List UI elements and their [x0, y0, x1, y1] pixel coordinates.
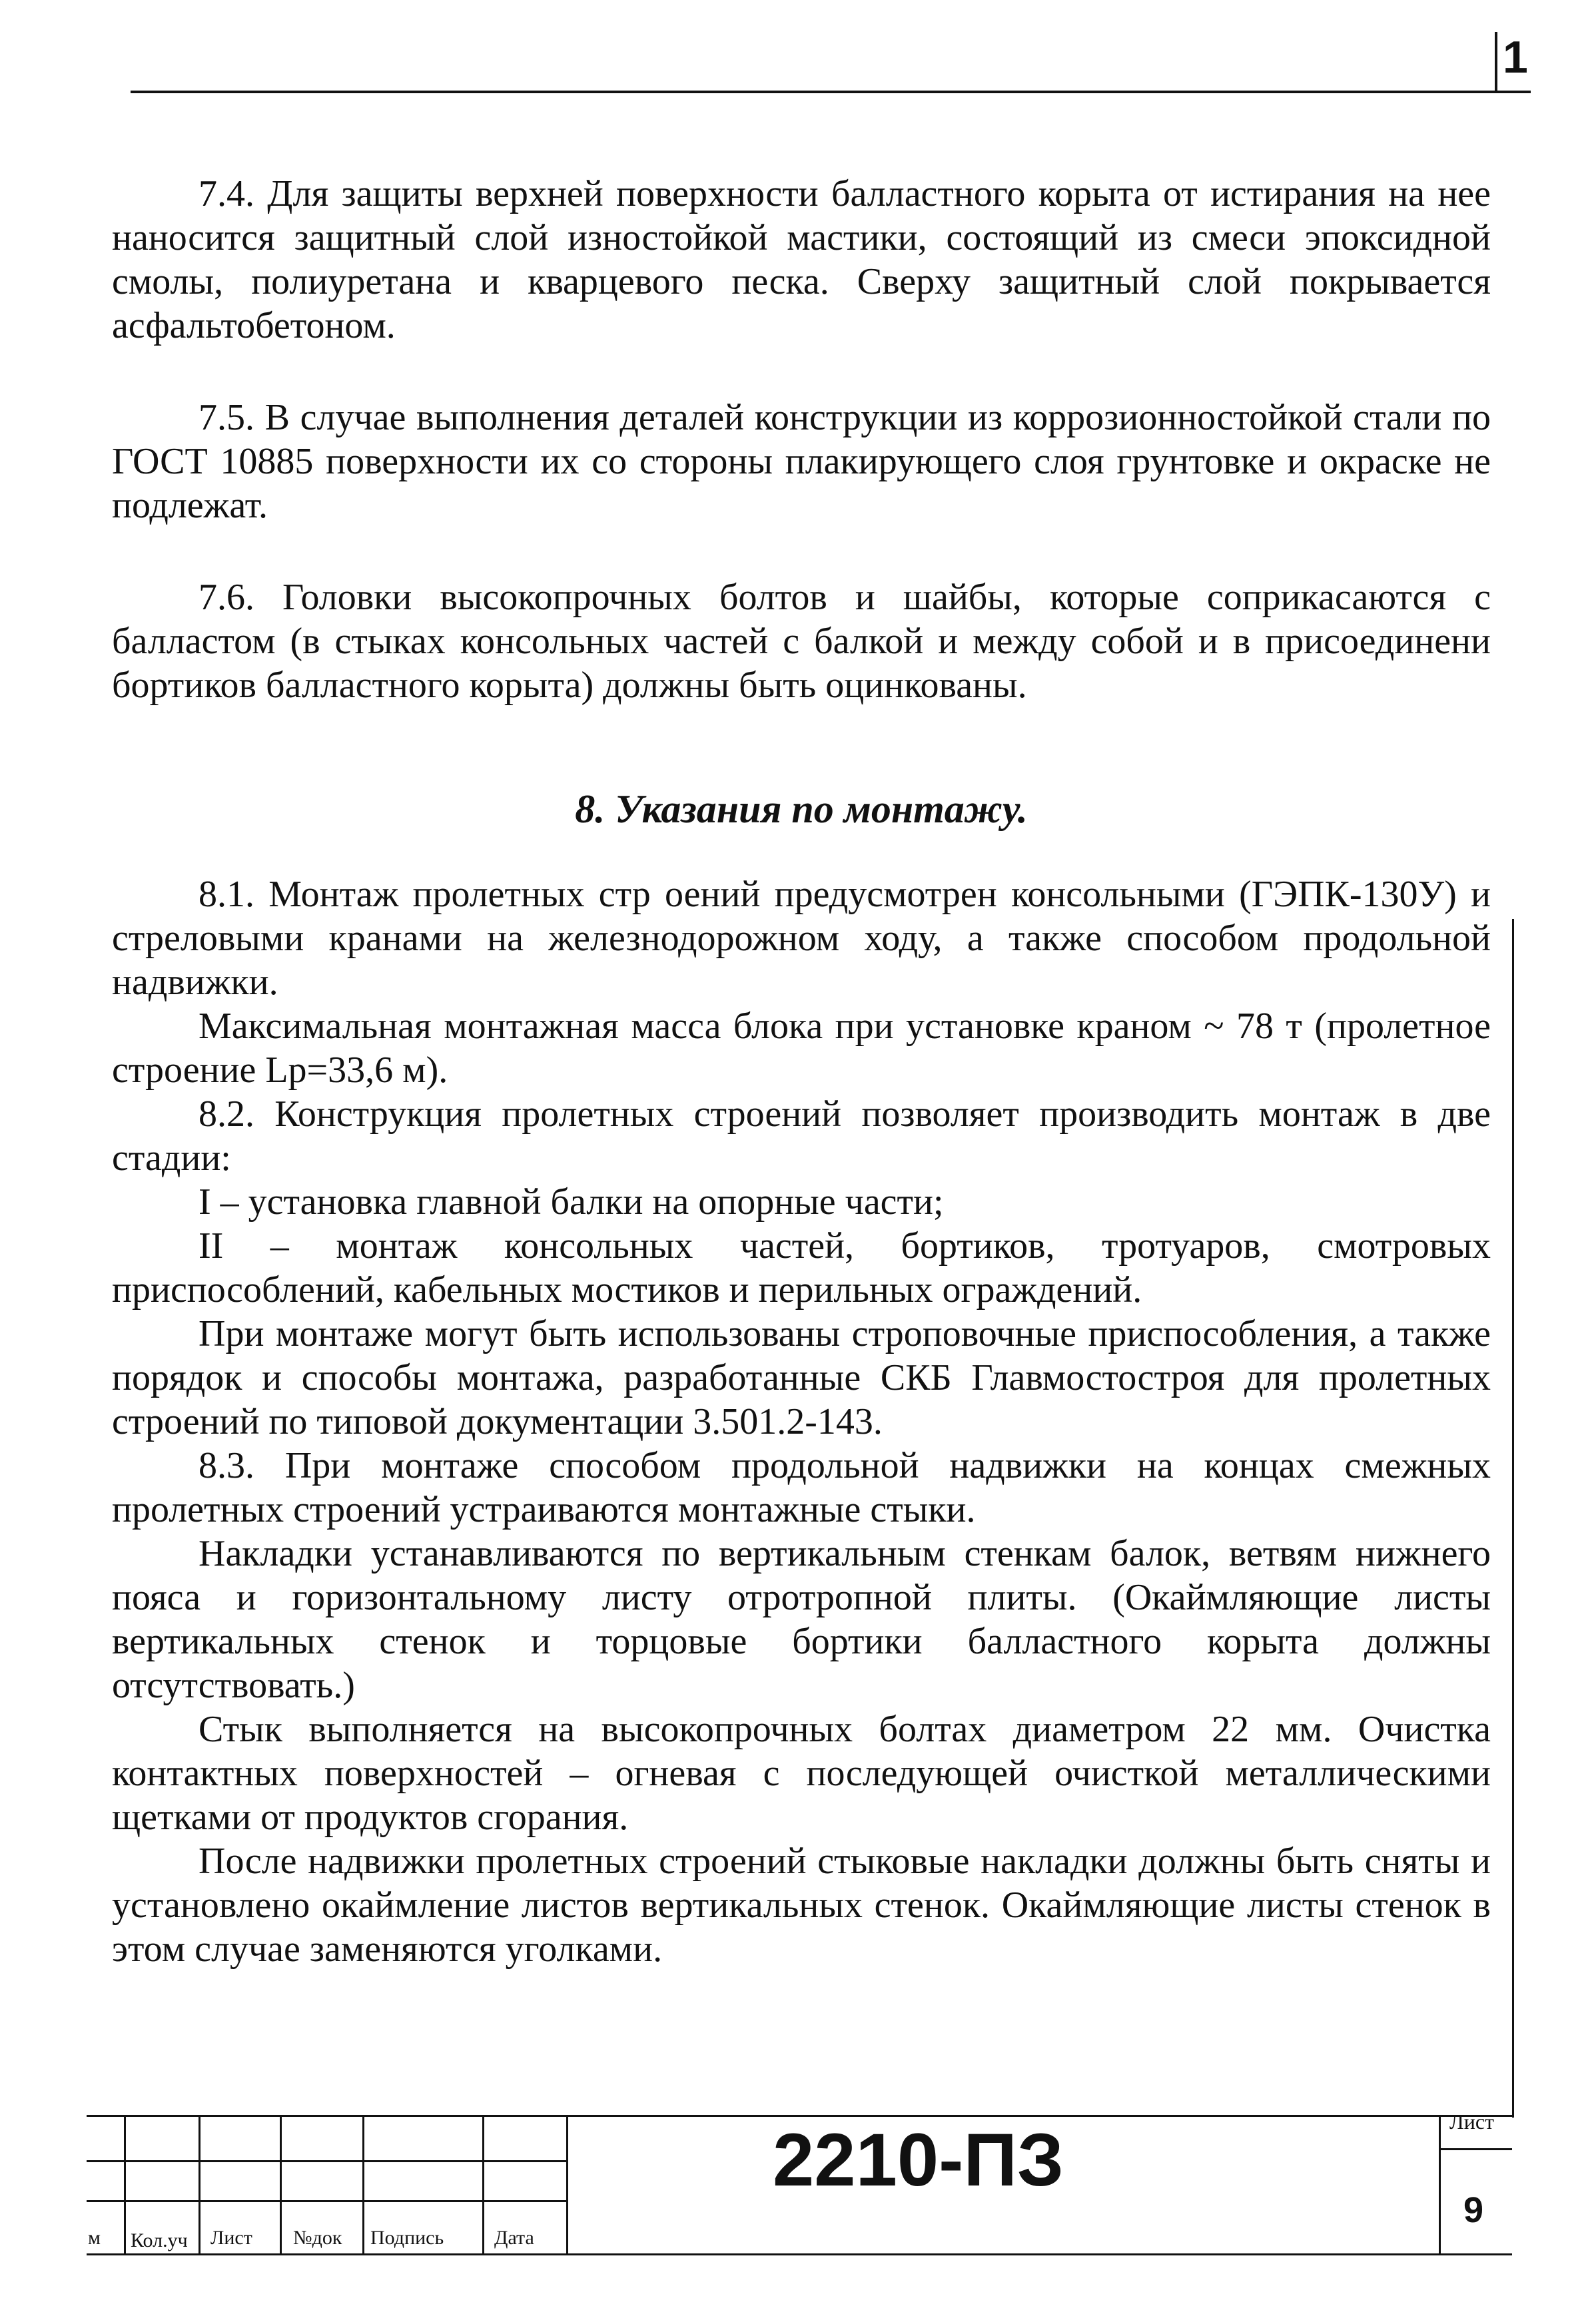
stamp-label-podpis: Подпись — [370, 2227, 444, 2249]
header-rule — [131, 91, 1531, 93]
paragraph-8-3-joint: Стык выполняется на высокопрочных болтах диаметром 22 мм. Очистка контактных поверхностей – огневая с последующей очисткой металлическими щетками от продуктов сгорания. — [112, 1709, 1491, 1838]
document-body — [112, 172, 1491, 1971]
paragraph-8-3: 8.3. При монтаже способом продольной надвижки на концах смежных пролетных строений устраиваются монтажные стыки. — [112, 1445, 1491, 1530]
stamp-col-6 — [566, 2115, 568, 2255]
stamp-line-sheet — [1439, 2148, 1512, 2150]
stamp-line-top — [87, 2115, 1512, 2117]
page-number: 1 — [1503, 32, 1528, 83]
stamp-line-row2 — [87, 2200, 566, 2202]
paragraph-8-2-slinging: При монтаже могут быть использованы строповочные приспособления, а также порядок и способы монтажа, разработанные СКБ Главмостостроя для пролетных строений по типовой документации 3.501.2-143. — [112, 1313, 1491, 1442]
paragraph-8-1: 8.1. Монтаж пролетных стр оений предусмотрен консольными (ГЭПК-130У) и стреловыми кранами на железнодорожном ходу, а также способом продольной надвижки. — [112, 874, 1491, 1003]
frame-right-border — [1512, 919, 1514, 2118]
stage-2-item: II – монтаж консольных частей, бортиков, тротуаров, смотровых приспособлений, кабельных мостиков и перильных ограждений. — [112, 1225, 1491, 1310]
paragraph-8-3-overlays: Накладки устанавливаются по вертикальным стенкам балок, ветвям нижнего пояса и горизонтальному листу отротропной плиты. (Окаймляющие листы вертикальных стенок и торцовые бортики балластного корыта должны отсутствовать.) — [112, 1533, 1491, 1706]
section-8-heading: 8. Указания по монтажу. — [575, 787, 1028, 831]
stamp-line-row1 — [87, 2160, 566, 2162]
paragraph-7-6: 7.6. Головки высокопрочных болтов и шайбы, которые соприкасаются с балластом (в стыках консольных частей с балкой и между собой и в присоединени бортиков балластного корыта) должны быть оцинкованы. — [112, 577, 1491, 706]
sheet-label: Лист — [1449, 2110, 1495, 2134]
stamp-label-izm: м — [88, 2227, 101, 2249]
paragraph-7-4: 7.4. Для защиты верхней поверхности балластного корыта от истирания на нее наносится защитный слой изностойкой мастики, состоящий из смеси эпоксидной смолы, полиуретана и кварцевого песка. Сверху защитный слой покрывается асфальтобетоном. — [112, 173, 1491, 346]
stamp-label-n-dok: №док — [293, 2227, 342, 2249]
stamp-line-bottom — [87, 2253, 1512, 2255]
sheet-number: 9 — [1463, 2190, 1484, 2230]
stamp-col-2 — [199, 2115, 200, 2255]
document-code: 2210-ПЗ — [773, 2118, 1064, 2201]
paragraph-7-5: 7.5. В случае выполнения деталей конструкции из коррозионностойкой стали по ГОСТ 10885 поверхности их со стороны плакирующего слоя грунтовке и окраске не подлежат. — [112, 397, 1491, 526]
header-tick — [1495, 32, 1497, 92]
stamp-col-4 — [362, 2115, 364, 2255]
stamp-label-data: Дата — [494, 2227, 534, 2249]
stamp-label-kol-uch: Кол.уч — [131, 2229, 188, 2251]
paragraph-8-1-mass: Максимальная монтажная масса блока при установке краном ~ 78 т (пролетное строение Lp=33,6 м). — [112, 1006, 1491, 1091]
paragraph-8-2: 8.2. Конструкция пролетных строений позволяет производить монтаж в две стадии: — [112, 1093, 1491, 1179]
stamp-col-3 — [280, 2115, 282, 2255]
paragraph-8-3-after: После надвижки пролетных строений стыковые накладки должны быть сняты и установлено окаймление листов вертикальных стенок. Окаймляющие листы стенок в этом случае заменяются уголками. — [112, 1841, 1491, 1970]
stamp-label-list: Лист — [210, 2227, 252, 2249]
stamp-col-1 — [124, 2115, 126, 2255]
stage-1-item: I – установка главной балки на опорные части; — [199, 1181, 944, 1223]
stamp-col-7 — [1439, 2115, 1441, 2255]
stamp-col-5 — [482, 2115, 484, 2255]
